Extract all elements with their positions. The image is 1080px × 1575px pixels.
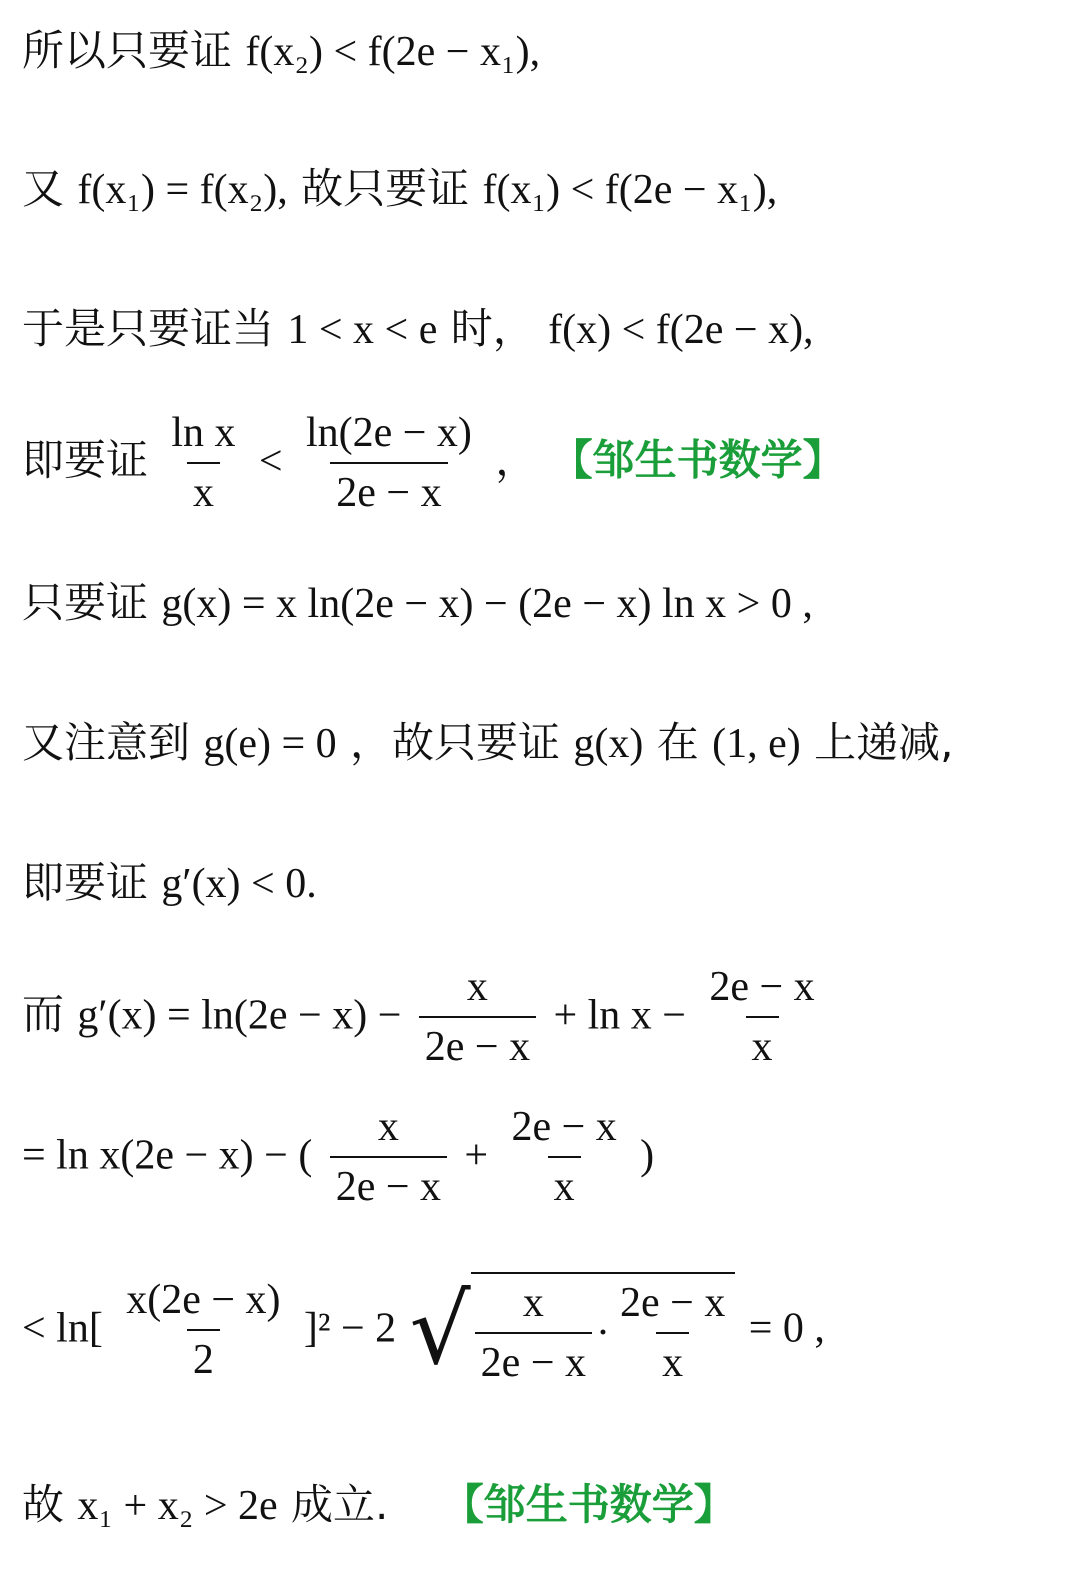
square-root: [410, 1272, 736, 1389]
line-8-math-2: + ln x −: [553, 992, 686, 1039]
proof-line-4: [22, 408, 1070, 519]
line-4-comma: ，: [495, 435, 538, 485]
line-10-math-2: ]² − 2: [303, 1305, 397, 1352]
line-4-text: 即要证: [22, 435, 149, 485]
proof-line-11: [22, 1480, 1070, 1531]
line-11-math: x₁ + x₂ > 2e: [77, 1483, 278, 1529]
line-2-text-1: 又: [22, 164, 65, 213]
fraction-denominator: 2e − x: [475, 1332, 592, 1388]
line-5-math: g(x) = x ln(2e − x) − (2e − x) ln x > 0 ,: [161, 581, 813, 627]
plus-sign: +: [464, 1132, 489, 1179]
line-2-math-1: f(x₁) = f(x₂),: [77, 167, 288, 213]
radical-sign: √: [409, 1274, 471, 1387]
line-3-math-1: 1 < x < e: [287, 307, 438, 353]
line-8-math-1: g′(x) = ln(2e − x) −: [77, 992, 402, 1039]
fraction-denominator: x: [656, 1332, 689, 1388]
fraction-denominator: 2e − x: [330, 1156, 447, 1212]
line-5-text: 只要证: [22, 578, 149, 627]
line-3-text-1: 于是只要证当: [22, 304, 275, 353]
fraction-numerator: x: [522, 1280, 544, 1326]
line-1-text: 所以只要证: [22, 26, 233, 75]
dot-operator: ·: [596, 1310, 610, 1357]
proof-line-9: [22, 1102, 1070, 1213]
fraction-numerator: ln(2e − x): [305, 410, 472, 456]
fraction-2e-minus-x-over-x: [703, 962, 820, 1073]
line-6-text-2: ，故只要证: [350, 718, 561, 767]
line-3-math-2: f(x) < f(2e − x),: [548, 307, 814, 353]
fraction-x-over-2e-minus-x: [419, 962, 536, 1073]
line-11-text-2: 成立.: [291, 1480, 389, 1529]
fraction-ln-x-over-x: [165, 408, 241, 519]
fraction-numerator: x: [466, 964, 488, 1010]
fraction-x-over-2e-minus-x: [330, 1102, 447, 1213]
line-6-text-3: 在: [656, 718, 699, 767]
fraction-denominator: x: [187, 462, 220, 518]
line-7-text: 即要证: [22, 858, 149, 907]
fraction-denominator: 2e − x: [330, 462, 447, 518]
fraction-denominator: 2: [187, 1329, 220, 1385]
proof-line-10: [22, 1272, 1070, 1389]
proof-line-8: [22, 962, 1070, 1073]
line-11-text-1: 故: [22, 1480, 65, 1529]
proof-line-1: [22, 26, 1070, 77]
proof-line-3: [22, 304, 1070, 355]
fraction-numerator: 2e − x: [709, 964, 815, 1010]
line-8-text: 而: [22, 989, 65, 1039]
fraction-numerator: 2e − x: [511, 1104, 617, 1150]
line-6-math-3: (1, e): [712, 721, 801, 767]
line-1-math: f(x₂) < f(2e − x₁),: [245, 29, 541, 75]
fraction-x-2e-minus-x-over-2: [120, 1275, 286, 1386]
closing-paren: ): [640, 1132, 655, 1179]
line-9-math-1: = ln x(2e − x) − (: [22, 1132, 313, 1179]
fraction-ln-2e-minus-x: [300, 408, 478, 519]
line-10-math-3: = 0 ,: [748, 1305, 825, 1352]
fraction-denominator: x: [746, 1016, 779, 1072]
line-2-math-2: f(x₁) < f(2e − x₁),: [482, 167, 778, 213]
radicand: [471, 1272, 736, 1389]
brand-watermark: 【邹生书数学】: [550, 435, 845, 485]
line-10-math-1: < ln[: [22, 1305, 103, 1352]
less-than-sign: <: [258, 438, 283, 485]
line-6-math-1: g(e) = 0: [203, 721, 337, 767]
proof-line-2: [22, 164, 1070, 215]
line-2-text-2: 故只要证: [301, 164, 470, 213]
line-6-text-4: 上递减,: [814, 718, 954, 767]
line-6-text-1: 又注意到: [22, 718, 191, 767]
fraction-2e-minus-x-over-x: [614, 1278, 731, 1389]
fraction-numerator: 2e − x: [620, 1280, 726, 1326]
line-3-text-2: 时，: [450, 304, 535, 353]
fraction-numerator: x(2e − x): [126, 1277, 281, 1323]
line-7-math: g′(x) < 0.: [161, 861, 317, 907]
proof-line-7: [22, 858, 1070, 909]
fraction-numerator: ln x: [171, 410, 236, 456]
fraction-numerator: x: [377, 1104, 399, 1150]
brand-watermark: 【邹生书数学】: [441, 1480, 736, 1529]
line-6-math-2: g(x): [573, 721, 644, 767]
fraction-denominator: x: [548, 1156, 581, 1212]
fraction-x-over-2e-minus-x: [475, 1278, 592, 1389]
fraction-2e-minus-x-over-x: [505, 1102, 622, 1213]
proof-line-6: [22, 718, 1070, 769]
fraction-denominator: 2e − x: [419, 1016, 536, 1072]
proof-line-5: [22, 578, 1070, 629]
